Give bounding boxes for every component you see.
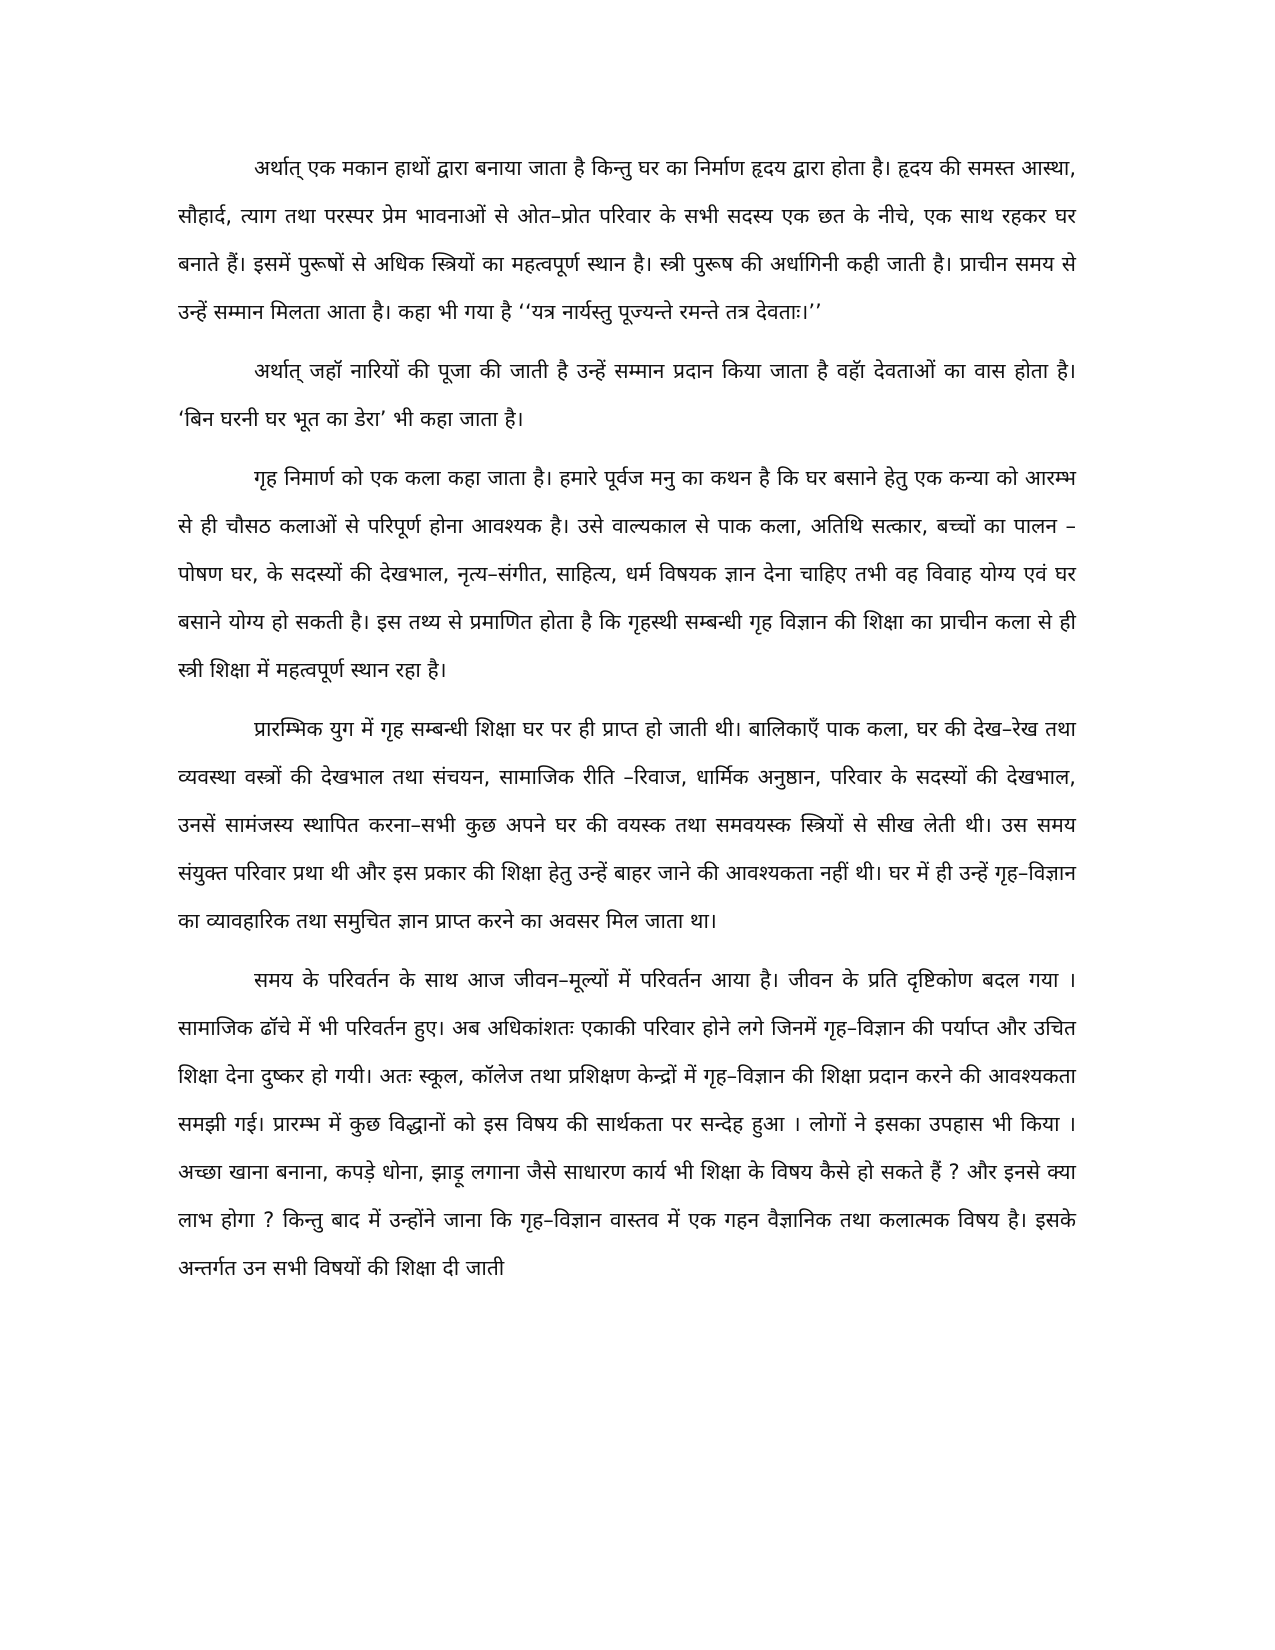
paragraph-3: गृह निमार्ण को एक कला कहा जाता है। हमारे पूर्वज मनु का कथन है कि घर बसाने हेतु एक कन्या को आरम्भ से ही चौसठ कलाओं से परिपूर्ण होना आवश्यक है। उसे वाल्यकाल से पाक कला, अतिथि सत्कार, बच्चों का पालन –पोषण घर, के सदस्यों की देखभाल, नृत्य–संगीत, साहित्य, धर्म विषयक ज्ञान देना चाहिए तभी वह विवाह योग्य एवं घर बसाने योग्य हो सकती है। इस तथ्य से प्रमाणित होता है कि गृहस्थी सम्बन्धी गृह विज्ञान की शिक्षा का प्राचीन कला से ही स्त्री शिक्षा में महत्वपूर्ण स्थान रहा है। xyxy=(178,466,1076,682)
document-page xyxy=(178,144,1076,1303)
paragraph-5: समय के परिवर्तन के साथ आज जीवन–मूल्यों में परिवर्तन आया है। जीवन के प्रति दृष्टिकोण बदल गया । सामाजिक ढॉचे में भी परिवर्तन हुए। अब अधिकांशतः एकाकी परिवार होने लगे जिनमें गृह–विज्ञान की पर्याप्त और उचित शिक्षा देना दुष्कर हो गयी। अतः स्कूल, कॉलेज तथा प्रशिक्षण केन्द्रों में गृह–विज्ञान की शिक्षा प्रदान करने की आवश्यकता समझी गई। प्रारम्भ में कुछ विद्धानों को इस विषय की सार्थकता पर सन्देह हुआ । लोगों ने इसका उपहास भी किया । अच्छा खाना बनाना, कपड़े धोना, झाड़ू लगाना जैसे साधारण कार्य भी शिक्षा के विषय कैसे हो सकते हैं ? और इनसे क्या लाभ होगा ? किन्तु बाद में उन्होंने जाना कि गृह–विज्ञान वास्तव में एक गहन वैज्ञानिक तथा कलात्मक विषय है। इसके अन्तर्गत उन सभी विषयों की शिक्षा दी जाती xyxy=(178,968,1076,1280)
paragraph-2: अर्थात् जहॉ नारियों की पूजा की जाती है उन्हें सम्मान प्रदान किया जाता है वहॅा देवताओं का वास होता है। ‘बिन घरनी घर भूत का डेरा’ भी कहा जाता है। xyxy=(178,359,1076,431)
paragraph-4: प्रारम्भिक युग में गृह सम्बन्धी शिक्षा घर पर ही प्राप्त हो जाती थी। बालिकाएँ पाक कला, घर की देख–रेख तथा व्यवस्था वस्त्रों की देखभाल तथा संचयन, सामाजिक रीति –रिवाज, धार्मिक अनुष्ठान, परिवार के सदस्यों की देखभाल, उनसें सामंजस्य स्थापित करना–सभी कुछ अपने घर की वयस्क तथा समवयस्क स्त्रियों से सीख लेती थी। उस समय संयुक्त परिवार प्रथा थी और इस प्रकार की शिक्षा हेतु उन्हें बाहर जाने की आवश्यकता नहीं थी। घर में ही उन्हें गृह–विज्ञान का व्यावहारिक तथा समुचित ज्ञान प्राप्त करने का अवसर मिल जाता था। xyxy=(178,717,1076,933)
paragraph-1: अर्थात् एक मकान हाथों द्वारा बनाया जाता है किन्तु घर का निर्माण हृदय द्वारा होता है। हृदय की समस्त आस्था, सौहार्द, त्याग तथा परस्पर प्रेम भावनाओं से ओत–प्रोत परिवार के सभी सदस्य एक छत के नीचे, एक साथ रहकर घर बनाते हैं। इसमें पुरूषों से अधिक स्त्रियों का महत्वपूर्ण स्थान है। स्त्री पुरूष की अर्धागिनी कही जाती है। प्राचीन समय से उन्हें सम्मान मिलता आता है। कहा भी गया है ‘‘यत्र नार्यस्तु पूज्यन्ते रमन्ते तत्र देवताः।’’ xyxy=(178,156,1076,324)
